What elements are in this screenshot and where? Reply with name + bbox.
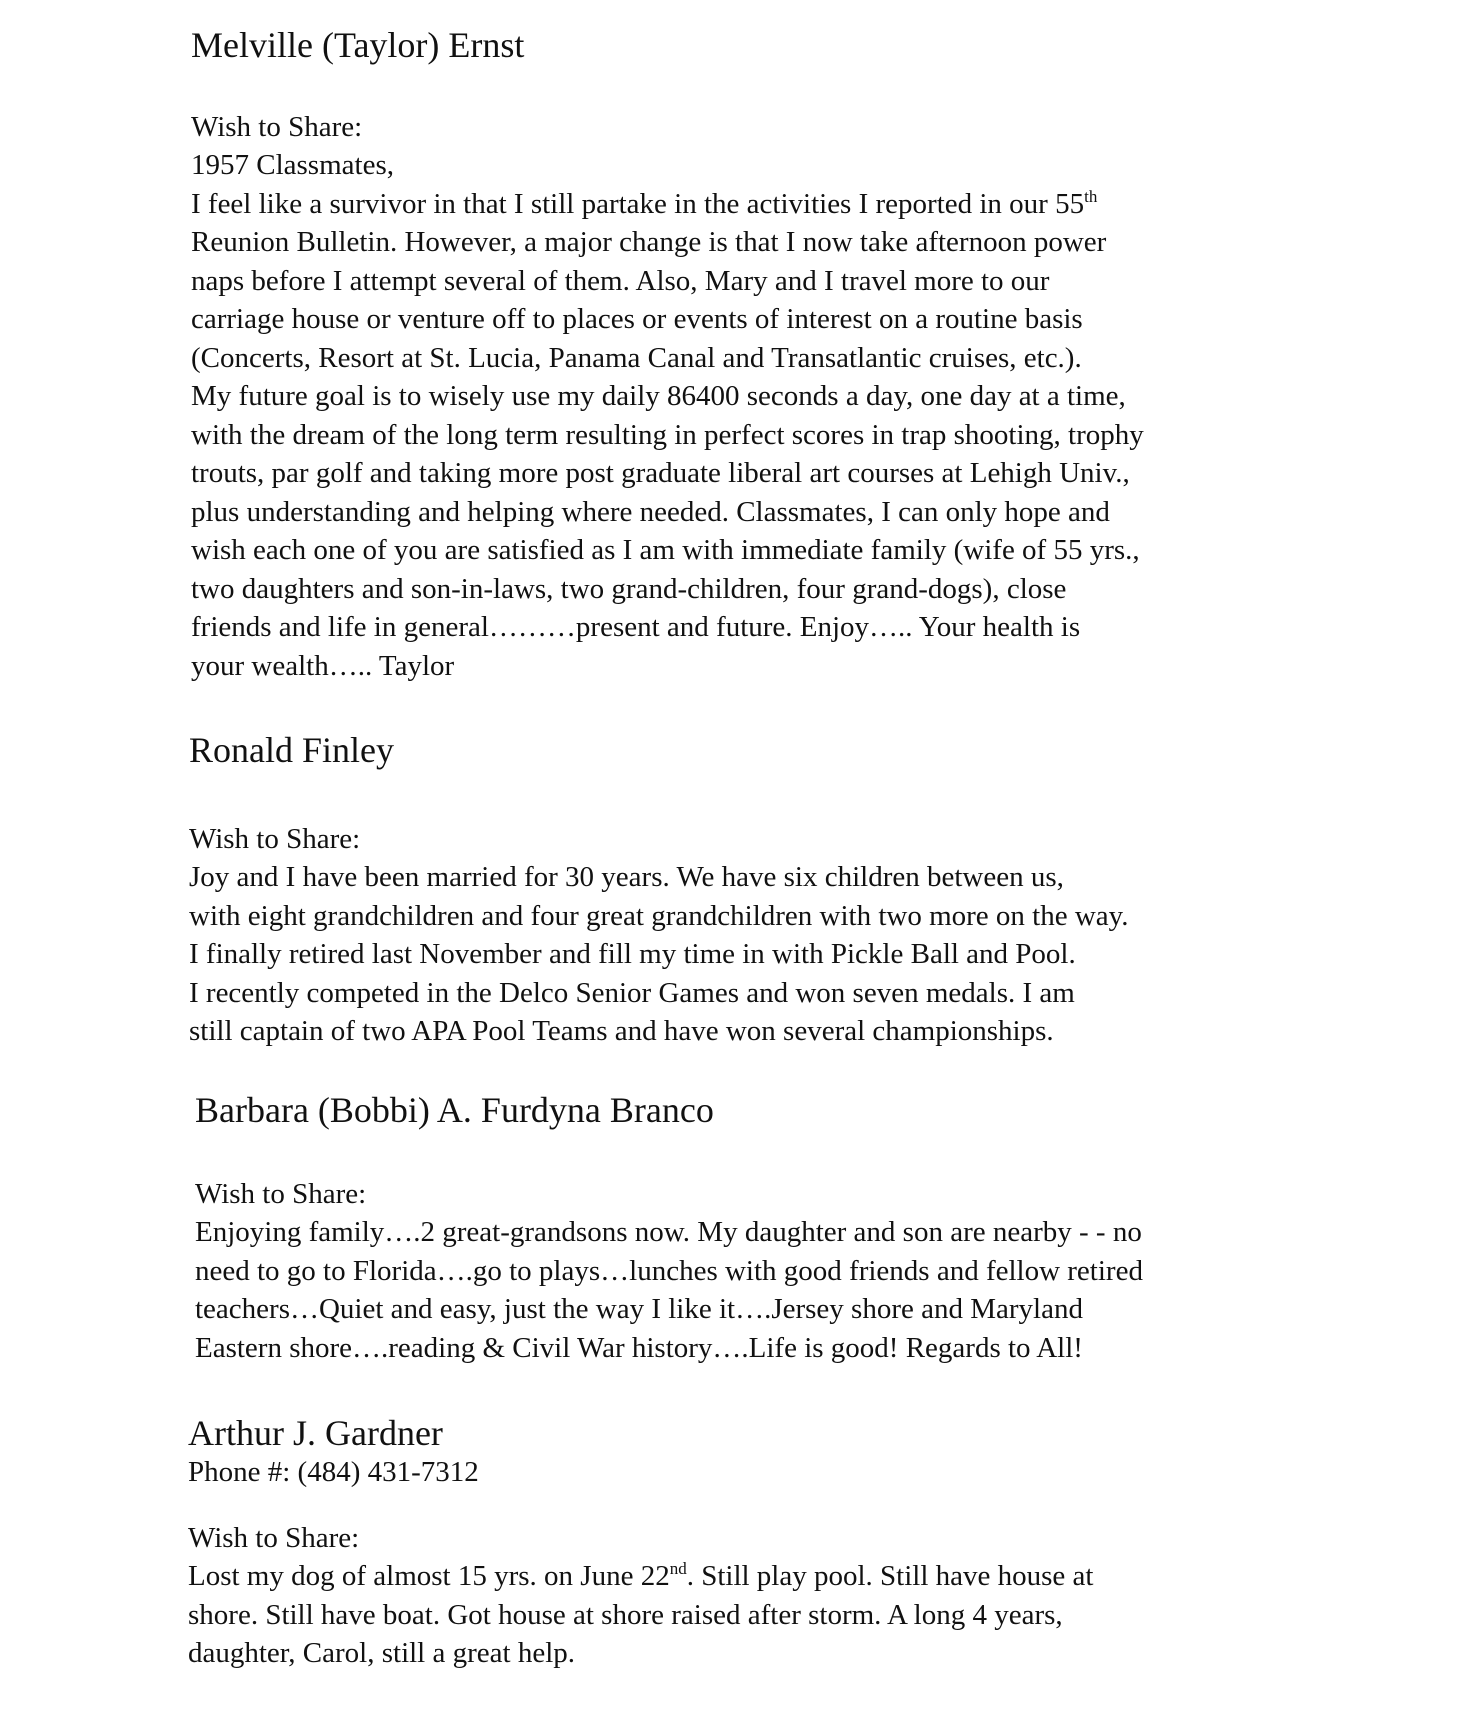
entry-name: Barbara (Bobbi) A. Furdyna Branco (195, 1090, 714, 1130)
wish-to-share-label: Wish to Share: (189, 823, 361, 855)
entry-text-line: with the dream of the long term resulting in perfect scores in trap shooting, trophy (191, 418, 1144, 451)
entry-text-line: Reunion Bulletin. However, a major change is that I now take afternoon power (191, 226, 1107, 258)
entry-text-line: teachers…Quiet and easy, just the way I like it….Jersey shore and Maryland (195, 1293, 1083, 1325)
entry-text-line: wish each one of you are satisfied as I am with immediate family (wife of 55 yrs., (191, 534, 1140, 566)
entry-ronald-finley (189, 730, 1339, 1051)
entry-text-line: with eight grandchildren and four great grandchildren with two more on the way. (189, 899, 1129, 932)
entry-text-line: naps before I attempt several of them. Also, Mary and I travel more to our (191, 264, 1050, 297)
entry-text-line: Joy and I have been married for 30 years. We have six children between us, (189, 861, 1064, 893)
entry-text-line: I finally retired last November and fill my time in with Pickle Ball and Pool. (189, 938, 1076, 970)
entry-text-line: I feel like a survivor in that I still partake in the activities I reported in our 55th (191, 186, 1098, 220)
entry-text-line: (Concerts, Resort at St. Lucia, Panama Canal and Transatlantic cruises, etc.). (191, 341, 1082, 374)
entry-melville-ernst (191, 25, 1341, 685)
entry-text-line: carriage house or venture off to places or events of interest on a routine basis (191, 303, 1083, 335)
entry-arthur-gardner (188, 1413, 1338, 1673)
ordinal-superscript: nd (669, 1559, 687, 1578)
ordinal-superscript: th (1084, 186, 1098, 206)
entry-text-line: your wealth….. Taylor (191, 649, 455, 682)
wish-to-share-label: Wish to Share: (188, 1522, 360, 1554)
entry-text-line: daughter, Carol, still a great help. (188, 1637, 575, 1669)
entry-name: Melville (Taylor) Ernst (191, 25, 525, 65)
entry-text-line: still captain of two APA Pool Teams and have won several championships. (189, 1015, 1054, 1047)
entry-barbara-branco (195, 1090, 1345, 1367)
entry-name: Arthur J. Gardner (188, 1413, 443, 1453)
entry-text-line: shore. Still have boat. Got house at shore raised after storm. A long 4 years, (188, 1598, 1063, 1631)
phone-number: Phone #: (484) 431-7312 (188, 1456, 479, 1488)
entry-text-line: Lost my dog of almost 15 yrs. on June 22nd. Still play pool. Still have house at (188, 1559, 1094, 1592)
entry-text-line: two daughters and son-in-laws, two grand-children, four grand-dogs), close (191, 572, 1067, 605)
entry-name: Ronald Finley (189, 730, 394, 770)
entry-text-line: need to go to Florida….go to plays…lunches with good friends and fellow retired (195, 1254, 1143, 1287)
entry-text-line: trouts, par golf and taking more post graduate liberal art courses at Lehigh Univ., (191, 457, 1130, 489)
entry-text-line: 1957 Classmates, (191, 149, 394, 181)
entry-text-line: plus understanding and helping where needed. Classmates, I can only hope and (191, 495, 1110, 528)
entry-text-line: friends and life in general………present and future. Enjoy….. Your health is (191, 611, 1081, 643)
entry-text-line: My future goal is to wisely use my daily 86400 seconds a day, one day at a time, (191, 380, 1126, 412)
wish-to-share-label: Wish to Share: (195, 1178, 367, 1210)
wish-to-share-label: Wish to Share: (191, 111, 363, 143)
entry-text-line: Eastern shore….reading & Civil War history….Life is good! Regards to All! (195, 1331, 1083, 1364)
entry-text-line: I recently competed in the Delco Senior Games and won seven medals. I am (189, 976, 1075, 1009)
entry-text-line: Enjoying family….2 great-grandsons now. My daughter and son are nearby - - no (195, 1216, 1142, 1248)
